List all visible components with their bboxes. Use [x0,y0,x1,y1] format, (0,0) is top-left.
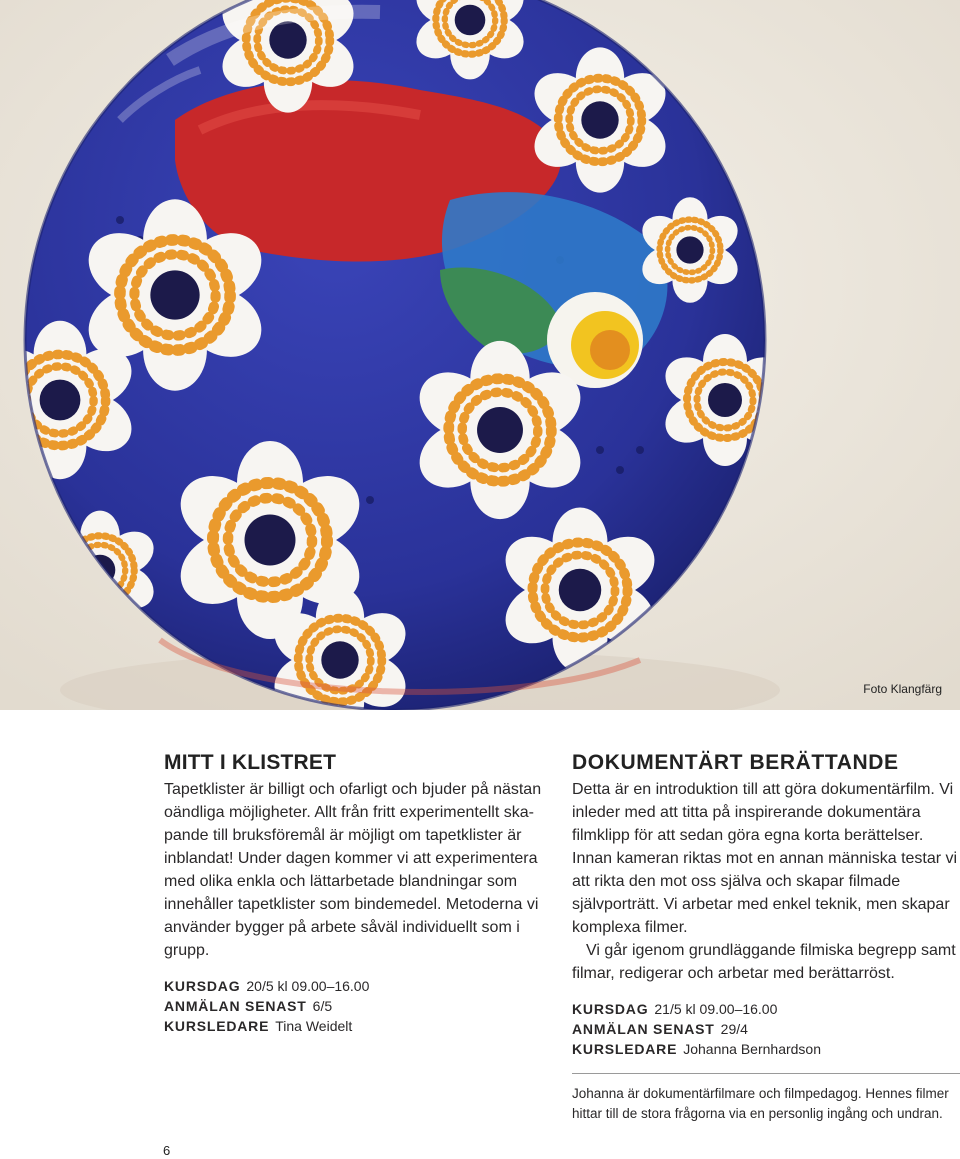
article-dokumentart-berattande [572,750,960,1124]
article-body [572,778,960,985]
photo-credit: Foto Klangfärg [863,682,942,696]
course-date-label: KURSDAG [572,1001,649,1017]
signup-deadline-value: 6/5 [312,998,333,1014]
course-date-row [572,999,960,1019]
instructor-row [572,1039,960,1059]
signup-deadline-value: 29/4 [720,1021,748,1037]
course-date-value: 21/5 kl 09.00–16.00 [654,1001,778,1017]
instructor-label: KURSLEDARE [572,1041,678,1057]
signup-deadline-row [572,1019,960,1039]
course-date-label: KURSDAG [164,978,241,994]
signup-deadline-label: ANMÄLAN SENAST [572,1021,715,1037]
page-number: 6 [163,1143,171,1158]
course-date-value: 20/5 kl 09.00–16.00 [246,978,370,994]
article-paragraph: Vi går igenom grundläggande filmiska begrepp samt filmar, redigerar och arbetar med berättarröst. [572,942,956,982]
instructor-label: KURSLEDARE [164,1018,270,1034]
signup-deadline-label: ANMÄLAN SENAST [164,998,307,1014]
article-title: MITT I KLISTRET [164,751,337,774]
article-title: DOKUMENTÄRT BERÄTTANDE [572,751,899,774]
article-paragraph: Detta är en introduktion till att göra dokumentärfilm. Vi inleder med att titta på inspirerande dokumentära filmklipp för att sedan göra egna korta berättelser. Innan kameran riktas mot en annan människa testar vi att rikta den mot oss själva och skapar filmade självporträtt. Vi arbetar med enkel teknik, men skapar komplexa filmer. [572,781,958,936]
article-paragraph: Tapetklister är billigt och ofarligt och bjuder på nästan oändliga möjligheter. Allt från fritt experimentellt ska- pande till bruksföremål är möjligt om tapetklister är inblandat! Under dagen kommer vi att experimentera med olika enkla och lättarbetade blandningar som innehåller tapetklister som bindemedel. Metoderna vi använder bygger på arbete såväl individuellt som i grupp. [164,781,542,959]
article-body [164,778,556,962]
instructor-bio: Johanna är dokumentärfilmare och filmpedagog. Hennes filmer hittar till de stora frågorna via en personlig ingång och undran. [572,1073,960,1124]
instructor-value: Tina Weidelt [275,1018,353,1034]
course-date-row [164,976,556,996]
article-mitt-i-klistret [164,750,556,1036]
instructor-value: Johanna Bernhardson [683,1041,822,1057]
course-details [572,999,960,1059]
instructor-row [164,1016,556,1036]
signup-deadline-row [164,996,556,1016]
course-details [164,976,556,1036]
